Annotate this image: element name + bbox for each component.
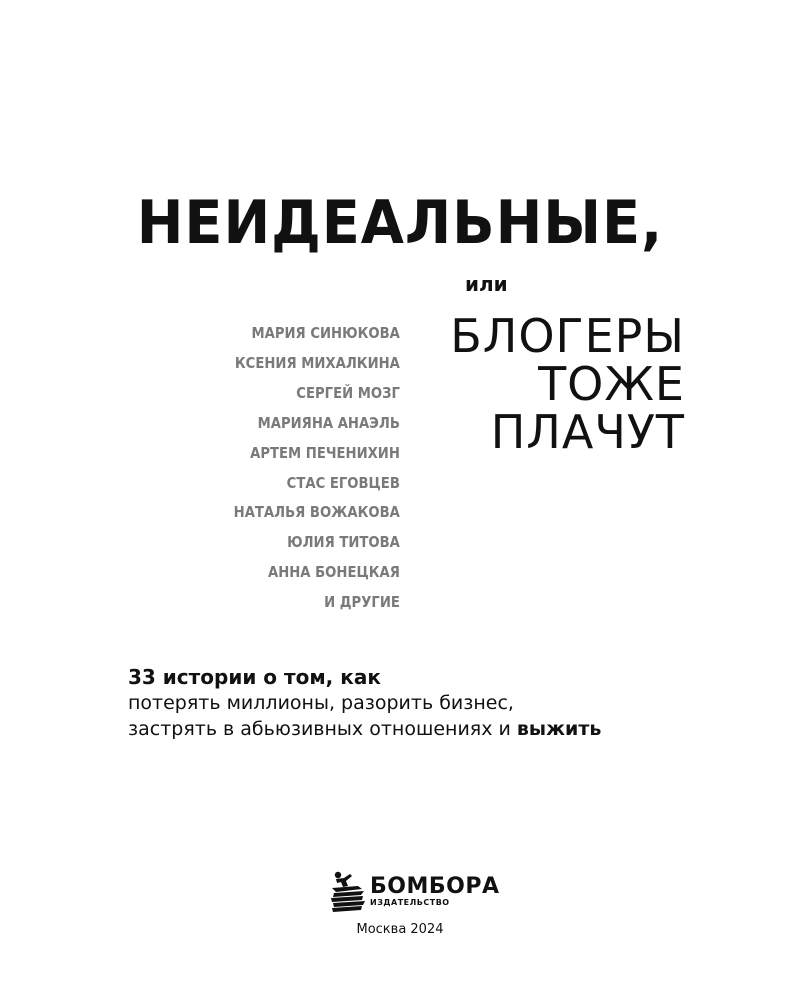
author-name: СЕРГЕЙ МОЗГ bbox=[296, 383, 400, 402]
author-name: МАРИЯ СИНЮКОВА bbox=[251, 324, 400, 342]
author-name: ЮЛИЯ ТИТОВА bbox=[287, 533, 400, 552]
publisher-block bbox=[328, 870, 499, 914]
tagline-text: застрять в абьюзивных отношениях и bbox=[128, 718, 517, 740]
book-subtitle bbox=[450, 309, 685, 459]
author-name: АННА БОНЕЦКАЯ bbox=[268, 563, 400, 582]
author-name: КСЕНИЯ МИХАЛКИНА bbox=[235, 353, 400, 372]
author-name: СТАС ЕГОВЦЕВ bbox=[286, 473, 400, 492]
author-name: АРТЕМ ПЕЧЕНИХИН bbox=[250, 443, 400, 462]
book-tagline bbox=[128, 664, 601, 742]
author-name: И ДРУГИЕ bbox=[324, 593, 400, 612]
tagline-line bbox=[128, 716, 601, 742]
bombora-logo-icon bbox=[328, 870, 366, 914]
subtitle-line: БЛОГЕРЫ bbox=[450, 309, 685, 363]
city-year: Москва 2024 bbox=[356, 922, 444, 937]
author-name: НАТАЛЬЯ ВОЖАКОВА bbox=[233, 503, 400, 522]
publisher-name: БОМБОРА bbox=[370, 874, 500, 899]
tagline-line: потерять миллионы, разорить бизнес, bbox=[128, 692, 514, 714]
publisher-text bbox=[370, 876, 499, 908]
subtitle-line: ТОЖЕ bbox=[538, 357, 685, 411]
publisher-subtitle: ИЗДАТЕЛЬСТВО bbox=[370, 898, 450, 907]
subtitle-line: ПЛАЧУТ bbox=[490, 405, 685, 459]
author-name: МАРИЯНА АНАЭЛЬ bbox=[257, 413, 400, 432]
book-title: НЕИДЕАЛЬНЫЕ, bbox=[136, 188, 664, 258]
tagline-emphasis: выжить bbox=[516, 718, 602, 740]
tagline-lead: 33 истории о том, как bbox=[128, 665, 381, 689]
title-connector: или bbox=[465, 272, 508, 296]
authors-list bbox=[211, 319, 400, 618]
